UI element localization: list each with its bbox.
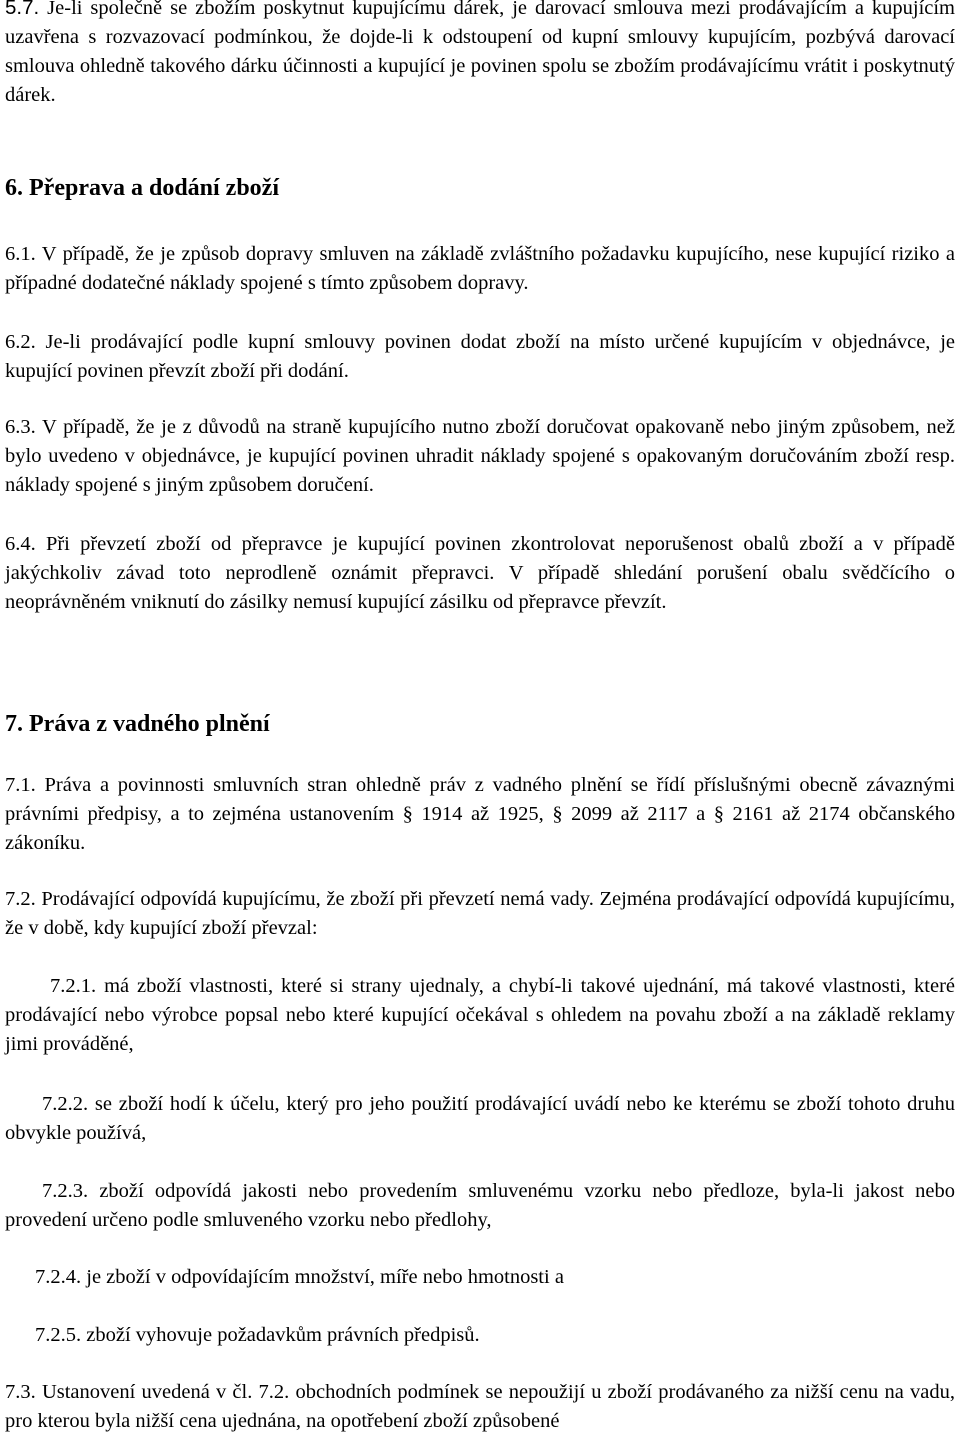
paragraph-number: 5.7. — [5, 0, 40, 19]
paragraph-text: Při převzetí zboží od přepravce je kupující povinen zkontrolovat neporušenost obalů zboží a v případě jakýchkoliv závad toto neprodleně oznámit přepravci. V případě shledání porušení obalu svědčícího o neoprávněném vniknutí do zásilky nemusí kupující zásilku od přepravce převzít. — [5, 533, 955, 613]
paragraph-number: 6.1. — [5, 243, 36, 265]
paragraph-text: Prodávající odpovídá kupujícímu, že zboží při převzetí nemá vady. Zejména prodávající odpovídá kupujícímu, že v době, kdy kupující zboží převzal: — [5, 888, 956, 939]
paragraph-text: je zboží v odpovídajícím množství, míře nebo hmotnosti a — [86, 1266, 564, 1288]
paragraph-number: 7.1. — [5, 774, 36, 796]
section-sign-icon: § — [402, 803, 413, 825]
paragraph-7-3 — [5, 1378, 955, 1436]
paragraph-6-1 — [5, 240, 955, 298]
paragraph-6-2 — [5, 328, 955, 386]
paragraph-text: zboží vyhovuje požadavkům právních předpisů. — [86, 1324, 480, 1346]
paragraph-number: 6.4. — [5, 533, 36, 555]
paragraph-7-2-4 — [5, 1263, 955, 1292]
paragraph-number: 6.2. — [5, 331, 36, 353]
paragraph-number: 7.2.3. — [42, 1180, 89, 1202]
paragraph-text: se zboží hodí k účelu, který pro jeho použití prodávající uvádí nebo ke kterému se zboží tohoto druhu obvykle používá, — [5, 1093, 955, 1144]
paragraph-text: má zboží vlastnosti, které si strany ujednaly, a chybí-li takové ujednání, má takové vlastnosti, které prodávající nebo výrobce popsal nebo které kupující očekával s ohledem na povahu zboží a na základě reklamy jimi prováděné, — [5, 975, 955, 1055]
paragraph-text: V případě, že je z důvodů na straně kupujícího nutno zboží doručovat opakovaně nebo jiným způsobem, než bylo uvedeno v objednávce, je kupující povinen uhradit náklady spojené s opakovaným doručováním zboží resp. náklady spojené s jiným způsobem doručení. — [5, 416, 955, 496]
paragraph-6-3 — [5, 413, 955, 500]
paragraph-number: 7.2.2. — [42, 1093, 89, 1115]
section-heading-7: 7. Práva z vadného plnění — [5, 711, 270, 737]
paragraph-text: V případě, že je způsob dopravy smluven na základě zvláštního požadavku kupujícího, nese kupující riziko a případné dodatečné náklady spojené s tímto způsobem dopravy. — [5, 243, 955, 294]
paragraph-7-2 — [5, 885, 955, 943]
paragraph-5-7 — [5, 0, 955, 110]
paragraph-text: 1914 až 1925, — [421, 803, 544, 825]
paragraph-text: 2099 až 2117 a — [571, 803, 706, 825]
paragraph-6-4 — [5, 530, 955, 617]
paragraph-7-2-3 — [5, 1177, 955, 1235]
section-heading-6: 6. Přeprava a dodání zboží — [5, 175, 279, 201]
section-sign-icon: § — [713, 803, 724, 825]
paragraph-text: Ustanovení uvedená v čl. 7.2. obchodních podmínek se nepoužijí u zboží prodávaného za nižší cenu na vadu, pro kterou byla nižší cena ujednána, na opotřebení zboží způsobené — [5, 1381, 956, 1432]
paragraph-number: 7.2. — [5, 888, 36, 910]
paragraph-text: zboží odpovídá jakosti nebo provedením smluvenému vzorku nebo předloze, byla-li jakost nebo provedení určeno podle smluveného vzorku nebo předlohy, — [5, 1180, 955, 1231]
paragraph-7-2-5 — [5, 1321, 955, 1350]
paragraph-text: 2161 až 2174 občanského zákoníku. — [5, 803, 956, 854]
paragraph-number: 7.2.4. — [35, 1266, 82, 1288]
paragraph-text: Je-li společně se zbožím poskytnut kupujícímu dárek, je darovací smlouva mezi prodávajícím a kupujícím uzavřena s rozvazovací podmínkou, že dojde-li k odstoupení od kupní smlouvy kupujícím, pozbývá darovací smlouva ohledně takového dárku účinnosti a kupující je povinen spolu se zbožím prodávajícímu vrátit i poskytnutý dárek. — [5, 0, 956, 106]
paragraph-number: 7.3. — [5, 1381, 36, 1403]
section-sign-icon: § — [552, 803, 563, 825]
paragraph-7-2-1 — [5, 972, 955, 1059]
paragraph-7-1 — [5, 771, 955, 858]
paragraph-number: 7.2.5. — [35, 1324, 82, 1346]
paragraph-number: 7.2.1. — [50, 975, 97, 997]
paragraph-text: Je-li prodávající podle kupní smlouvy povinen dodat zboží na místo určené kupujícím v objednávce, je kupující povinen převzít zboží při dodání. — [5, 331, 955, 382]
paragraph-text: Práva a povinnosti smluvních stran ohledně práv z vadného plnění se řídí příslušnými obecně závaznými právními předpisy, a to zejména ustanovením — [5, 774, 956, 825]
paragraph-7-2-2 — [5, 1090, 955, 1148]
paragraph-number: 6.3. — [5, 416, 36, 438]
